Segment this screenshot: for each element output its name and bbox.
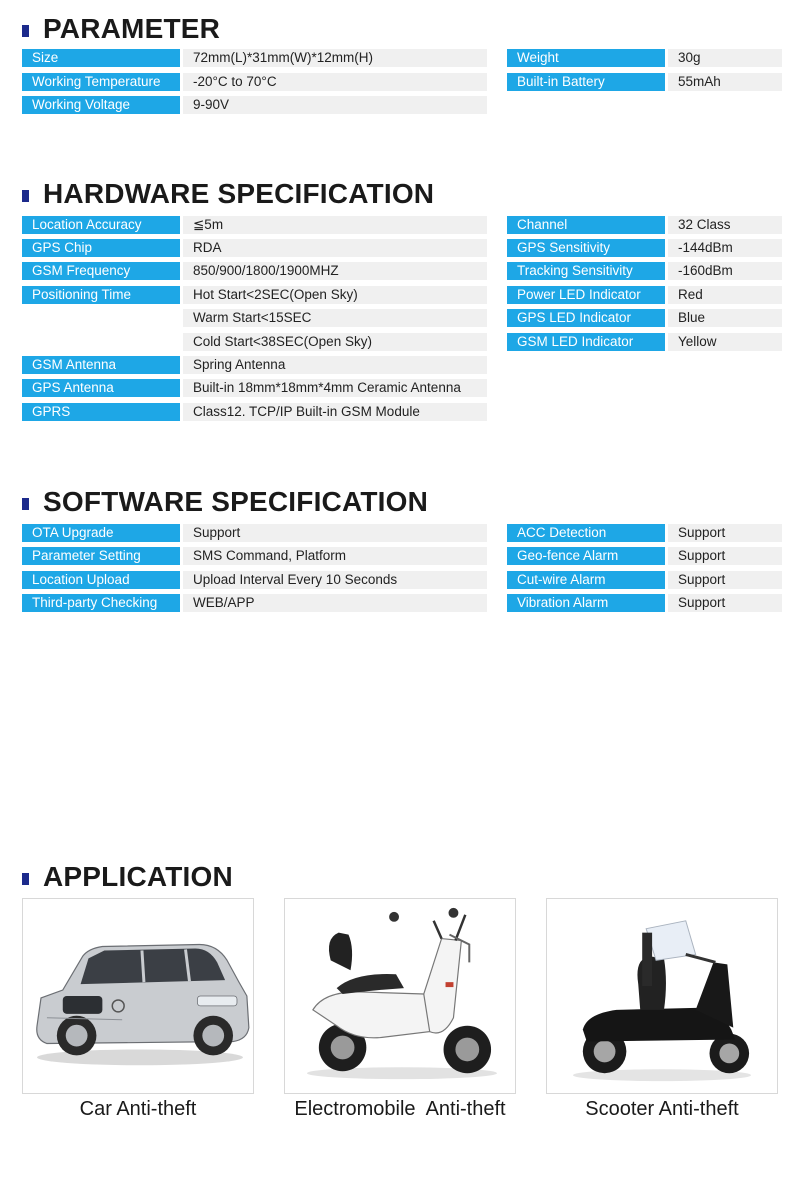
spec-row [22,594,487,612]
spec-row [22,379,487,397]
spec-label: Location Accuracy [22,216,180,234]
spec-label: GSM LED Indicator [507,333,665,351]
spec-value: Blue [668,309,782,327]
spec-value: Support [668,524,782,542]
spec-value: Support [668,547,782,565]
spec-value: -20°C to 70°C [183,73,487,91]
section-heading: APPLICATION [43,861,233,892]
spec-row [507,547,782,565]
section-title-hardware [22,177,434,211]
section-title-software [22,485,428,519]
spec-value: Upload Interval Every 10 Seconds [183,571,487,589]
spec-value: 850/900/1800/1900MHZ [183,262,487,280]
spec-value: 30g [668,49,782,67]
spec-label: GPS Antenna [22,379,180,397]
spec-row [22,239,487,257]
spec-value: Built-in 18mm*18mm*4mm Ceramic Antenna [183,379,487,397]
spec-value: ≦5m [183,216,487,234]
suv-car-illustration [23,899,253,1093]
spec-row [22,571,487,589]
spec-row [507,262,782,280]
spec-row [22,286,487,304]
spec-label: Parameter Setting [22,547,180,565]
spec-label: OTA Upgrade [22,524,180,542]
spec-value: Yellow [668,333,782,351]
spec-row [22,547,487,565]
spec-label [22,333,180,351]
spec-label: Cut-wire Alarm [507,571,665,589]
spec-row [507,216,782,234]
spec-label: Location Upload [22,571,180,589]
spec-value: RDA [183,239,487,257]
spec-row [507,239,782,257]
spec-label: Power LED Indicator [507,286,665,304]
section-bullet-icon [22,25,29,37]
spec-value: Support [183,524,487,542]
spec-value: Spring Antenna [183,356,487,374]
spec-row [507,309,782,327]
spec-value: Support [668,594,782,612]
app-image-electromobile [284,898,516,1094]
electric-scooter-illustration [285,899,515,1093]
spec-row [22,96,487,114]
section-title-application [22,860,233,894]
spec-value: -160dBm [668,262,782,280]
section-heading: PARAMETER [43,13,221,44]
spec-label: Geo-fence Alarm [507,547,665,565]
spec-row [507,571,782,589]
spec-label: ACC Detection [507,524,665,542]
section-heading: HARDWARE SPECIFICATION [43,178,435,209]
spec-value: 32 Class [668,216,782,234]
spec-label: Built-in Battery [507,73,665,91]
spec-label: Working Voltage [22,96,180,114]
spec-label: GPS Chip [22,239,180,257]
spec-value: 55mAh [668,73,782,91]
spec-label: Channel [507,216,665,234]
spec-row [22,356,487,374]
spec-row [22,216,487,234]
spec-label: GPS Sensitivity [507,239,665,257]
section-bullet-icon [22,873,29,885]
spec-row [507,286,782,304]
spec-row [22,403,487,421]
spec-label: Third-party Checking [22,594,180,612]
spec-label [22,309,180,327]
spec-value: 72mm(L)*31mm(W)*12mm(H) [183,49,487,67]
spec-row [507,73,782,91]
spec-label: Weight [507,49,665,67]
spec-row [22,73,487,91]
spec-label: Working Temperature [22,73,180,91]
section-bullet-icon [22,190,29,202]
spec-value: Support [668,571,782,589]
spec-value: Class12. TCP/IP Built-in GSM Module [183,403,487,421]
spec-label: Tracking Sensitivity [507,262,665,280]
spec-row [507,49,782,67]
app-caption: Electromobile Anti-theft [294,1098,506,1120]
spec-label: GSM Frequency [22,262,180,280]
spec-row [22,309,487,327]
spec-label: Size [22,49,180,67]
app-image-car [22,898,254,1094]
mobility-scooter-illustration [547,899,777,1093]
app-caption: Scooter Anti-theft [585,1098,739,1120]
section-title-parameter [22,12,220,46]
spec-row [507,333,782,351]
section-bullet-icon [22,498,29,510]
spec-row [507,524,782,542]
spec-value: Warm Start<15SEC [183,309,487,327]
spec-label: GSM Antenna [22,356,180,374]
spec-row [22,49,487,67]
spec-row [507,594,782,612]
spec-label: GPRS [22,403,180,421]
spec-row [22,524,487,542]
spec-label: Vibration Alarm [507,594,665,612]
section-heading: SOFTWARE SPECIFICATION [43,486,428,517]
spec-row [22,262,487,280]
spec-value: Hot Start<2SEC(Open Sky) [183,286,487,304]
spec-value: 9-90V [183,96,487,114]
spec-row [22,333,487,351]
spec-label: GPS LED Indicator [507,309,665,327]
spec-value: Red [668,286,782,304]
spec-value: -144dBm [668,239,782,257]
app-image-scooter [546,898,778,1094]
app-caption: Car Anti-theft [79,1098,197,1120]
spec-value: Cold Start<38SEC(Open Sky) [183,333,487,351]
spec-value: SMS Command, Platform [183,547,487,565]
spec-value: WEB/APP [183,594,487,612]
spec-label: Positioning Time [22,286,180,304]
